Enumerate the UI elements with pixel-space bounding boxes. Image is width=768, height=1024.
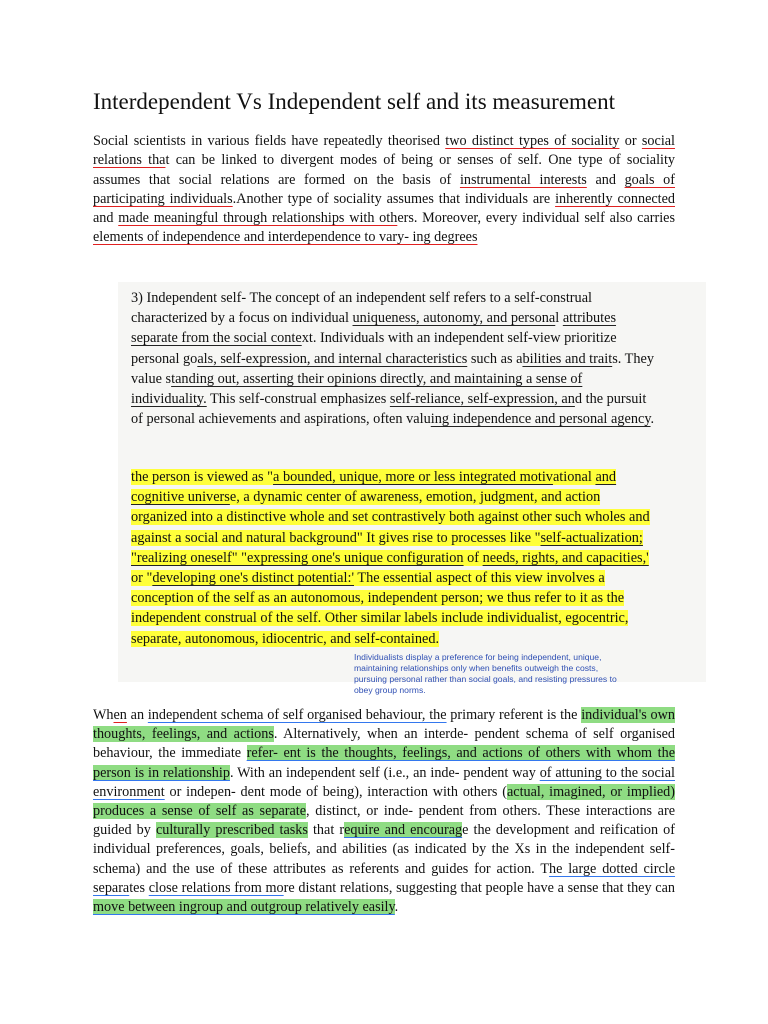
text-span: Social scientists in various fields have repeatedly theorised — [93, 133, 446, 149]
underlined-phrase: needs, rights, and capacities,' — [482, 549, 649, 566]
underlined-phrase: elements of independence and interdependence to vary- ing degrees — [93, 229, 478, 246]
underlined-phrase: instrumental interests — [459, 171, 587, 188]
text-span: and — [93, 210, 119, 227]
highlighted-text: of — [463, 549, 483, 566]
text-span: . With an independent self (i.e., an inde- pendent way — [229, 764, 540, 781]
text-span: that r — [307, 822, 345, 839]
highlighted-text: individual's own thoughts, feelings, and actions — [93, 707, 675, 743]
underlined-phrase: and cognitive univers — [131, 469, 617, 506]
independent-self-definition — [131, 288, 656, 429]
text-span: l — [555, 310, 563, 327]
underlined-phrase: inherently connected — [555, 190, 675, 207]
underlined-phrase: two distinct types of sociality — [445, 133, 620, 149]
highlighted-text: The essential aspect of this view involves a conception of the self as an autonomous, independent person; we thus refer to it as the independent construal of the self. Other similar labels include individualist, egocentric, separate, autonomous, idiocentric, and self-contained. — [131, 570, 629, 647]
text-span: an — [126, 707, 148, 723]
underlined-phrase: bilities and trait — [522, 350, 613, 367]
underlined-phrase: self-reliance, self-expression, an — [389, 391, 575, 408]
text-span: xt. Individuals with an independent self-view prioritize personal go — [131, 330, 617, 367]
text-span: such as a — [467, 350, 523, 367]
highlighted-text: move between ingroup and outgroup relatively easily — [93, 899, 395, 916]
underlined-phrase: a bounded, unique, more or less integrated motiv — [273, 469, 553, 485]
page-title: Interdependent Vs Independent self and its measurement — [93, 89, 616, 114]
underlined-phrase: social relations tha — [93, 133, 675, 169]
text-span: , distinct, or inde- pendent from others. These interactions are guided by — [93, 803, 675, 839]
text-span: . — [394, 899, 399, 916]
underlined-phrase: self-actualization; "realizing oneself" "expressing one's unique configuration — [131, 529, 643, 566]
text-span: 3) Independent self- The concept of an independent self refers to a self-construal characterized by a focus on individual — [131, 290, 593, 327]
annotation-note: Individualists display a preference for being independent, unique, maintaining relationships only when benefits outweigh the costs, pursuing personal rather than social goals, and resisting pressures to obey group norms. — [354, 652, 617, 695]
text-span: or indepen- dent mode of being), interaction with others ( — [164, 783, 507, 800]
highlighted-quote-paragraph — [131, 467, 656, 649]
text-span: . — [650, 411, 655, 428]
text-span: tes — [129, 879, 149, 896]
highlighted-text: or " — [131, 570, 153, 587]
text-span: d the pursuit of personal achievements and aspirations, often valu — [131, 391, 647, 428]
underlined-phrase: uniqueness, autonomy, and persona — [352, 310, 556, 327]
schema-paragraph — [93, 706, 675, 917]
text-span: This self-construal emphasizes — [206, 391, 390, 408]
underlined-phrase: ing independence and personal agency — [430, 411, 651, 428]
highlighted-text: ational — [552, 469, 596, 485]
underlined-phrase: attributes separate from the social conte — [131, 310, 617, 347]
text-span: .Another type of sociality assumes that individuals are — [232, 190, 556, 207]
text-span: ers. Moreover, every individual self also carries — [397, 210, 675, 227]
intro-paragraph — [93, 132, 675, 248]
text-span: t can be linked to divergent modes of being or senses of self. One type of sociality assumes that social relations are formed on the basis of — [93, 152, 675, 188]
underlined-phrase: als, self-expression, and internal characteristics — [197, 350, 468, 367]
underlined-phrase: he large dotted circle separa — [93, 860, 676, 896]
underlined-phrase: of attuning to the social environment — [93, 764, 675, 800]
highlighted-text: refer- ent is the thoughts, feelings, and actions of others with whom the person is in relationship — [93, 745, 675, 781]
text-span: or — [619, 133, 642, 149]
text-span: e the development and reification of individual preferences, goals, beliefs, and abilities (as indicated by the Xs in the independent self-schema) and the use of these attributes as referents and guides for action. T — [93, 822, 675, 877]
underlined-phrase: close relations from mo — [148, 879, 284, 896]
highlighted-text: equire and encourag — [344, 822, 463, 839]
text-span: and — [586, 171, 625, 188]
text-span: s. They value s — [131, 350, 655, 387]
text-span: . Alternatively, when an interde- pendent schema of self organised behaviour, the immediate — [93, 726, 675, 762]
highlighted-text: actual, imagined, or implied) produces a sense of self as separate — [93, 783, 675, 820]
highlighted-text: e, a dynamic center of awareness, emotion, judgment, and action organized into a distinctive whole and set contrastively both against other such wholes and against a social and natural background" It gives rise to processes like " — [131, 489, 650, 546]
underlined-phrase: made meaningful through relationships with oth — [118, 210, 398, 227]
highlighted-text: culturally prescribed tasks — [155, 822, 308, 839]
highlighted-text: the person is viewed as " — [131, 469, 274, 485]
text-span: primary referent is the — [446, 707, 582, 723]
underlined-phrase: developing one's distinct potential:' — [152, 570, 355, 587]
text-span: re distant relations, suggesting that people have a sense that they can — [283, 879, 675, 896]
underlined-phrase: tanding out, asserting their opinions directly, and maintaining a sense of individuality. — [131, 370, 583, 408]
underlined-phrase: goals of participating individuals — [93, 171, 675, 207]
text-span: Wh — [93, 707, 114, 723]
underlined-phrase: en — [113, 707, 127, 723]
underlined-phrase: independent schema of self organised behaviour, the — [147, 707, 447, 723]
